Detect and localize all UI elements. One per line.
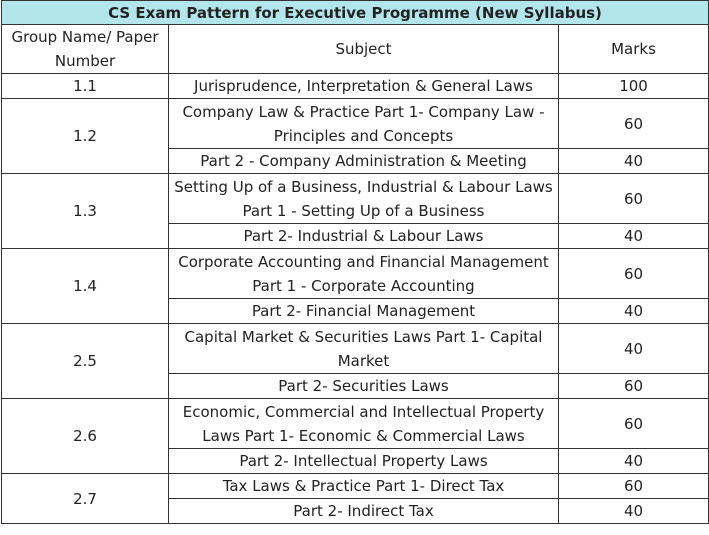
table-row <box>2 324 709 374</box>
group-cell: 1.4 <box>2 249 169 324</box>
table-row <box>2 74 709 99</box>
exam-pattern-table <box>1 0 709 524</box>
subject-cell: Part 2- Indirect Tax <box>169 499 559 524</box>
subject-cell: Capital Market & Securities Laws Part 1- Capital Market <box>169 324 559 374</box>
marks-cell: 60 <box>559 249 709 299</box>
group-cell: 1.1 <box>2 74 169 99</box>
subject-cell: Jurisprudence, Interpretation & General Laws <box>169 74 559 99</box>
marks-cell: 40 <box>559 499 709 524</box>
group-cell: 2.6 <box>2 399 169 474</box>
table-row <box>2 174 709 224</box>
header-group: Group Name/ Paper Number <box>2 25 169 74</box>
marks-cell: 40 <box>559 324 709 374</box>
subject-cell: Part 2 - Company Administration & Meeting <box>169 149 559 174</box>
table-header-row <box>2 25 709 74</box>
subject-cell: Economic, Commercial and Intellectual Property Laws Part 1- Economic & Commercial Laws <box>169 399 559 449</box>
subject-cell: Company Law & Practice Part 1- Company Law - Principles and Concepts <box>169 99 559 149</box>
marks-cell: 40 <box>559 449 709 474</box>
group-cell: 2.5 <box>2 324 169 399</box>
marks-cell: 60 <box>559 474 709 499</box>
group-cell: 2.7 <box>2 474 169 524</box>
table-row <box>2 99 709 149</box>
subject-cell: Setting Up of a Business, Industrial & Labour Laws Part 1 - Setting Up of a Business <box>169 174 559 224</box>
table-title: CS Exam Pattern for Executive Programme (New Syllabus) <box>2 1 709 25</box>
marks-cell: 60 <box>559 374 709 399</box>
table-title-row <box>2 1 709 25</box>
group-cell: 1.3 <box>2 174 169 249</box>
subject-cell: Part 2- Securities Laws <box>169 374 559 399</box>
subject-cell: Part 2- Intellectual Property Laws <box>169 449 559 474</box>
subject-cell: Tax Laws & Practice Part 1- Direct Tax <box>169 474 559 499</box>
group-cell: 1.2 <box>2 99 169 174</box>
marks-cell: 60 <box>559 174 709 224</box>
marks-cell: 40 <box>559 149 709 174</box>
table-row <box>2 249 709 299</box>
marks-cell: 40 <box>559 224 709 249</box>
marks-cell: 60 <box>559 399 709 449</box>
marks-cell: 60 <box>559 99 709 149</box>
table-row <box>2 399 709 449</box>
header-subject: Subject <box>169 25 559 74</box>
header-marks: Marks <box>559 25 709 74</box>
subject-cell: Part 2- Industrial & Labour Laws <box>169 224 559 249</box>
subject-cell: Corporate Accounting and Financial Management Part 1 - Corporate Accounting <box>169 249 559 299</box>
marks-cell: 100 <box>559 74 709 99</box>
table-row <box>2 474 709 499</box>
subject-cell: Part 2- Financial Management <box>169 299 559 324</box>
marks-cell: 40 <box>559 299 709 324</box>
